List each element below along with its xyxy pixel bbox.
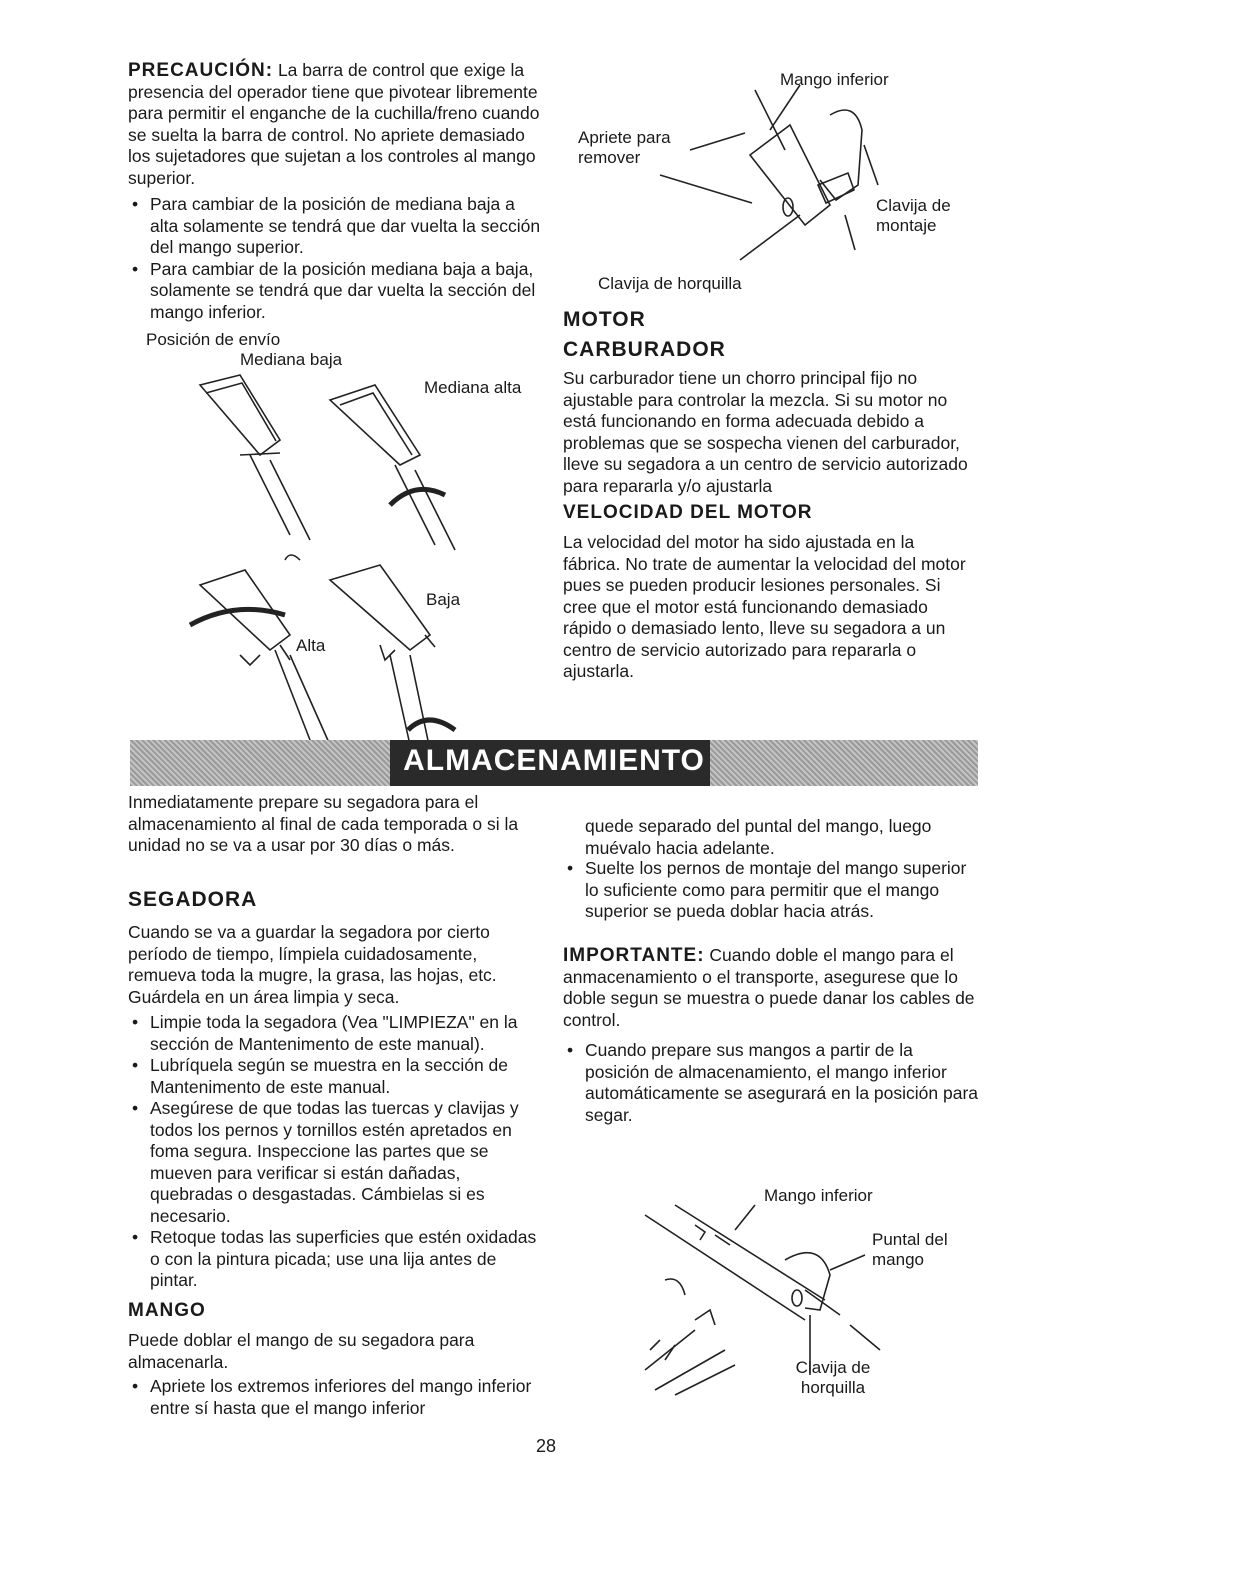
importante-label: IMPORTANTE: [563,945,705,966]
list-item: • Lubríquela según se muestra en la sección de Mantenimento de este manual. [128,1055,543,1098]
velocidad-text: La velocidad del motor ha sido ajustada en la fábrica. No trate de aumentar la velocidad del motor pues se pueden producir lesiones personales. Si cree que el motor está funcionando demasiado rápido o demasiado lento, lleve su segadora a un centro de servicio autorizado para repararla o ajustarla. [563,532,966,681]
handle-positions-illustration [180,365,500,760]
folding-list [563,858,978,923]
segadora-text: Cuando se va a guardar la segadora por cierto período de tiempo, límpiela cuidadosamente, remueva toda la mugre, la grasa, las hojas, etc. Guárdela en un área limpia y seca. [128,922,497,1007]
motor-heading: MOTOR [563,308,646,331]
label-baja: Baja [426,590,461,609]
list-item: • Suelte los pernos de montaje del mango superior lo suficiente como para permitir que el mango superior se pueda doblar hacia atrás. [563,858,978,923]
mango-list [128,1376,543,1419]
handle-pin-illustration [640,85,880,275]
label-mediana-alta: Mediana alta [424,378,522,397]
label-puntal-mango: Puntal del mango [872,1230,948,1269]
continued-text: quede separado del puntal del mango, luego muévalo hacia adelante. [585,816,932,858]
label-mango-inferior: Mango inferior [780,70,889,89]
list-item: • Para cambiar de la posición mediana baja a baja, solamente se tendrá que dar vuelta la sección del mango inferior. [128,259,543,324]
segadora-list [128,1012,543,1292]
label-clavija-horquilla-2: Clavija de horquilla [795,1358,871,1397]
label-alta: Alta [296,636,326,655]
label-posicion-envio: Posición de envío [146,330,281,349]
list-item: • Para cambiar de la posición de mediana baja a alta solamente se tendrá que dar vuelta la sección del mango superior. [128,194,543,259]
list-item: • Apriete los extremos inferiores del mango inferior entre sí hasta que el mango inferior [128,1376,543,1419]
unfolding-list [563,1040,978,1126]
list-item: • Cuando prepare sus mangos a partir de la posición de almacenamiento, el mango inferior automáticamente se asegurará en la posición para segar. [563,1040,978,1126]
label-apriete-para-remover: Apriete para remover [578,128,671,167]
caution-paragraph [128,60,543,189]
list-item: • Limpie toda la segadora (Vea "LIMPIEZA" en la sección de Mantenimento de este manual). [128,1012,543,1055]
list-item: • Retoque todas las superficies que estén oxidadas o con la pintura picada; use una lija antes de pintar. [128,1227,543,1292]
segadora-heading: SEGADORA [128,888,258,911]
storage-intro: Inmediatamente prepare su segadora para el almacenamiento al final de cada temporada o si la unidad no se va a usar por 30 días o más. [128,792,519,855]
folded-handle-illustration [635,1200,895,1400]
label-clavija-montaje: Clavija de montaje [876,196,951,235]
label-mediana-baja: Mediana baja [240,350,343,369]
carburador-text: Su carburador tiene un chorro principal fijo no ajustable para controlar la mezcla. Si su motor no está funcionando en forma adecuada debido a problemas que se sospecha vienen del carburador, lleve su segadora a un centro de servicio autorizado para repararla y/o ajustarla [563,368,968,496]
caution-label: PRECAUCIÓN: [128,60,274,81]
label-mango-inferior-2: Mango inferior [764,1186,873,1205]
page-number: 28 [536,1436,557,1456]
mango-heading: MANGO [128,1300,206,1321]
section-banner [130,740,978,786]
mango-text: Puede doblar el mango de su segadora para almacenarla. [128,1330,475,1372]
caution-text: La barra de control que exige la presencia del operador tiene que pivotear libremente para permitir el enganche de la cuchilla/freno cuando se suelta la barra de control. No apriete demasiado los sujetadores que sujetan a los controles al mango superior. [128,60,540,188]
importante-text: Cuando doble el mango para el anmacenamiento o el transporte, asegurese que lo doble segun se muestra o puede danar los cables de control. [563,945,975,1030]
velocidad-heading: VELOCIDAD DEL MOTOR [563,502,813,523]
importante-paragraph [563,945,978,1031]
carburador-heading: CARBURADOR [563,338,726,361]
handle-position-list [128,194,543,323]
banner-title: ALMACENAMIENTO [403,744,705,777]
list-item: • Asegúrese de que todas las tuercas y clavijas y todos los pernos y tornillos estén apretados en foma segura. Inspeccione las partes que se mueven para verificar si están dañadas, quebradas o desgastadas. Cámbielas si es necesario. [128,1098,543,1227]
label-clavija-horquilla: Clavija de horquilla [598,274,742,293]
